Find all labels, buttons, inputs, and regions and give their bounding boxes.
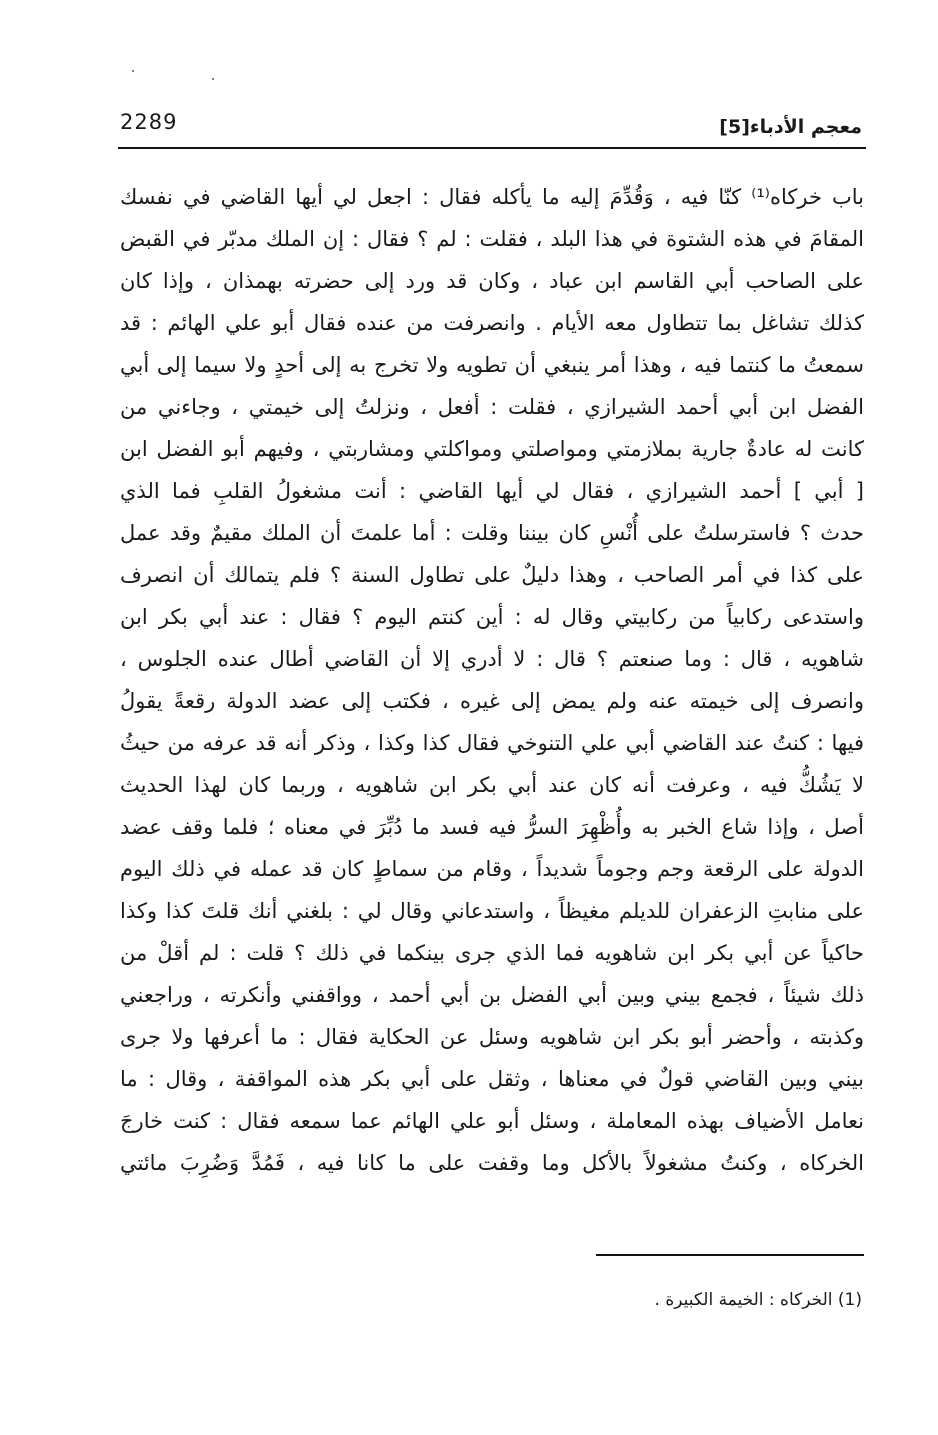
body-line: كانت له عادةٌ جارية بملازمتي ومواصلتي ومواكلتي ومشاربتي ، وفيهم أبو الفضل ابن (120, 437, 864, 461)
body-line: شاهويه ، قال : وما صنعتم ؟ قال : لا أدري إلا أن القاضي أطال عنده الجلوس ، (120, 647, 864, 671)
body-line: لا يَشُكُّ فيه ، وعرفت أنه كان عند أبي بكر ابن شاهويه ، وربما كان لهذا الحديث (120, 773, 864, 797)
body-line: [ أبي ] أحمد الشيرازي ، فقال لي أيها القاضي : أنت مشغولُ القلبِ فما الذي (120, 479, 864, 503)
body-line: فيها : كنتُ عند القاضي أبي علي التنوخي فقال كذا وكذا ، وذكر أنه قد عرفه من حيثُ (120, 731, 864, 755)
scan-speck (212, 78, 214, 80)
body-line: سمعتُ ما كنتما فيه ، وهذا أمر ينبغي أن تطويه ولا تخرج به إلى أحدٍ ولا سيما إلى أبي (120, 353, 864, 377)
body-line: وانصرف إلى خيمته عنه ولم يمض إلى غيره ، فكتب إلى عضد الدولة رقعةً يقولُ (120, 689, 864, 713)
body-line: على منابتِ الزعفران للديلم مغيظاً ، واستدعاني وقال لي : بلغني أنك قلتَ كذا وكذا (120, 899, 864, 923)
body-line: بيني وبين القاضي قولٌ في معناها ، وثقل على أبي بكر هذه المواقفة ، وقال : ما (120, 1067, 864, 1091)
body-line: الفضل ابن أبي أحمد الشيرازي ، فقلت : أفعل ، ونزلتُ إلى خيمتي ، وجاءني من (120, 395, 864, 419)
page-number: 2289 (120, 110, 178, 134)
scan-speck (132, 70, 134, 72)
running-title: معجم الأدباء[5] (719, 116, 862, 138)
header-rule (118, 147, 866, 149)
footnote-rule (596, 1254, 864, 1256)
footnote: (1) الخركاه : الخيمة الكبيرة . (654, 1290, 862, 1310)
body-line: حدث ؟ فاسترسلتُ على أُنْسِ كان بيننا وقلت : أما علمتَ أن الملك مقيمٌ وقد عمل (120, 521, 864, 545)
body-line: الدولة على الرقعة وجم وجوماً شديداً ، وقام من سماطٍ كان قد عمله في ذلك اليوم (120, 857, 864, 881)
body-line: باب خرکاه⁽¹⁾ كنّا فيه ، وَقُدِّمَ إليه ما يأكله فقال : اجعل لي أيها القاضي في نفسك (120, 185, 864, 209)
body-text (120, 176, 864, 1184)
body-line: وكذبته ، وأحضر أبو بكر ابن شاهويه وسئل عن الحكاية فقال : ما أعرفها ولا جرى (120, 1025, 864, 1049)
body-line: ذلك شيئاً ، فجمع بيني وبين أبي الفضل بن أبي أحمد ، وواقفني وأنكرته ، وراجعني (120, 983, 864, 1007)
body-line: نعامل الأضياف بهذه المعاملة ، وسئل أبو علي الهائم عما سمعه فقال : كنت خارجَ (120, 1109, 864, 1133)
body-line: كذلك تشاغل بما تتطاول معه الأيام . وانصرفت من عنده فقال أبو علي الهائم : قد (120, 311, 864, 335)
body-line: حاكياً عن أبي بكر ابن شاهويه فما الذي جرى بينكما في ذلك ؟ قلت : لم أقلْ من (120, 941, 864, 965)
body-line: على الصاحب أبي القاسم ابن عباد ، وكان قد ورد إلى حضرته بهمذان ، وإذا كان (120, 269, 864, 293)
body-line: الخركاه ، وكنتُ مشغولاً بالأكل وما وقفت على ما كانا فيه ، فَمُدَّ وَضُرِبَ مائتي (120, 1151, 864, 1175)
body-line: المقامَ في هذه الشتوة في هذا البلد ، فقلت : لم ؟ فقال : إن الملك مدبّر في القبض (120, 227, 864, 251)
body-line: واستدعى ركابياً من ركابيتي وقال له : أين كنتم اليوم ؟ فقال : عند أبي بكر ابن (120, 605, 864, 629)
body-line: أصل ، وإذا شاع الخبر به وأُظْهِرَ السرُّ فيه فسد ما دُبِّرَ في معناه ؛ فلما وقف عضد (120, 815, 864, 839)
body-line: على كذا في أمر الصاحب ، وهذا دليلٌ على تطاول السنة ؟ فلم يتمالك أن انصرف (120, 563, 864, 587)
